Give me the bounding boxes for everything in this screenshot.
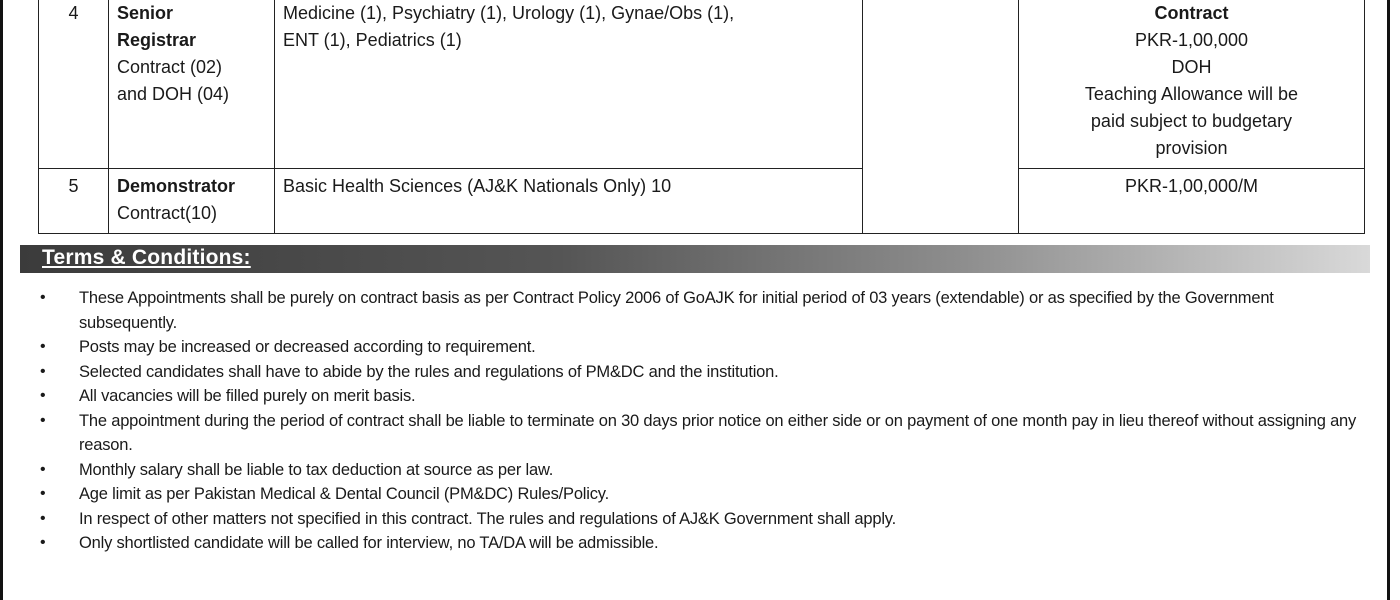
list-item: • Monthly salary shall be liable to tax deduction at source as per law.	[38, 458, 1368, 483]
list-item: • Selected candidates shall have to abide by the rules and regulations of PM&DC and the institution.	[38, 360, 1368, 385]
list-item: • Posts may be increased or decreased according to requirement.	[38, 335, 1368, 360]
salary-text: provision	[1155, 138, 1228, 158]
salary-text: Teaching Allowance will be	[1084, 84, 1299, 104]
list-item: • Age limit as per Pakistan Medical & Dental Council (PM&DC) Rules/Policy.	[38, 482, 1368, 507]
disciplines-cell	[275, 0, 863, 168]
salary-text: DOH	[1171, 57, 1212, 77]
post-detail: Contract (02)	[117, 57, 223, 77]
list-item: • These Appointments shall be purely on contract basis as per Contract Policy 2006 of GoAJK for initial period of 03 years (extendable) or as specified by the Government subsequently.	[38, 286, 1368, 335]
list-item: • In respect of other matters not specified in this contract. The rules and regulations of AJ&K Government shall apply.	[38, 507, 1368, 532]
terms-heading: Terms & Conditions:	[42, 246, 251, 269]
disciplines-cell	[275, 168, 863, 233]
vacancy-table	[38, 0, 1365, 234]
disciplines-text: Medicine (1), Psychiatry (1), Urology (1), Gynae/Obs (1),	[283, 3, 735, 23]
post-cell	[109, 168, 275, 233]
salary-text: PKR-1,00,000	[1134, 30, 1249, 50]
terms-list	[38, 286, 1368, 556]
list-item: • All vacancies will be filled purely on merit basis.	[38, 384, 1368, 409]
table-row	[39, 168, 1365, 233]
post-title: Demonstrator	[117, 175, 236, 196]
blank-column	[863, 0, 1019, 233]
row-number: 5	[39, 168, 109, 233]
salary-cell	[1019, 168, 1365, 233]
post-detail: Contract(10)	[117, 202, 218, 223]
salary-heading: Contract	[1154, 3, 1229, 23]
post-cell	[109, 0, 275, 168]
list-item: • The appointment during the period of contract shall be liable to terminate on 30 days prior notice on either side or on payment of one month pay in lieu thereof without assigning any reason.	[38, 409, 1368, 458]
post-title: Senior	[117, 3, 174, 23]
salary-text: PKR-1,00,000/M	[1124, 175, 1259, 196]
disciplines-text: Basic Health Sciences (AJ&K Nationals Only) 10	[283, 175, 672, 196]
salary-cell	[1019, 0, 1365, 168]
terms-heading-bar	[20, 245, 1370, 273]
row-number: 4	[39, 0, 109, 168]
table-row	[39, 0, 1365, 168]
post-title: Registrar	[117, 30, 197, 50]
list-item: • Only shortlisted candidate will be called for interview, no TA/DA will be admissible.	[38, 531, 1368, 556]
post-detail: and DOH (04)	[117, 84, 230, 104]
salary-text: paid subject to budgetary	[1090, 111, 1293, 131]
disciplines-text: ENT (1), Pediatrics (1)	[283, 30, 462, 50]
